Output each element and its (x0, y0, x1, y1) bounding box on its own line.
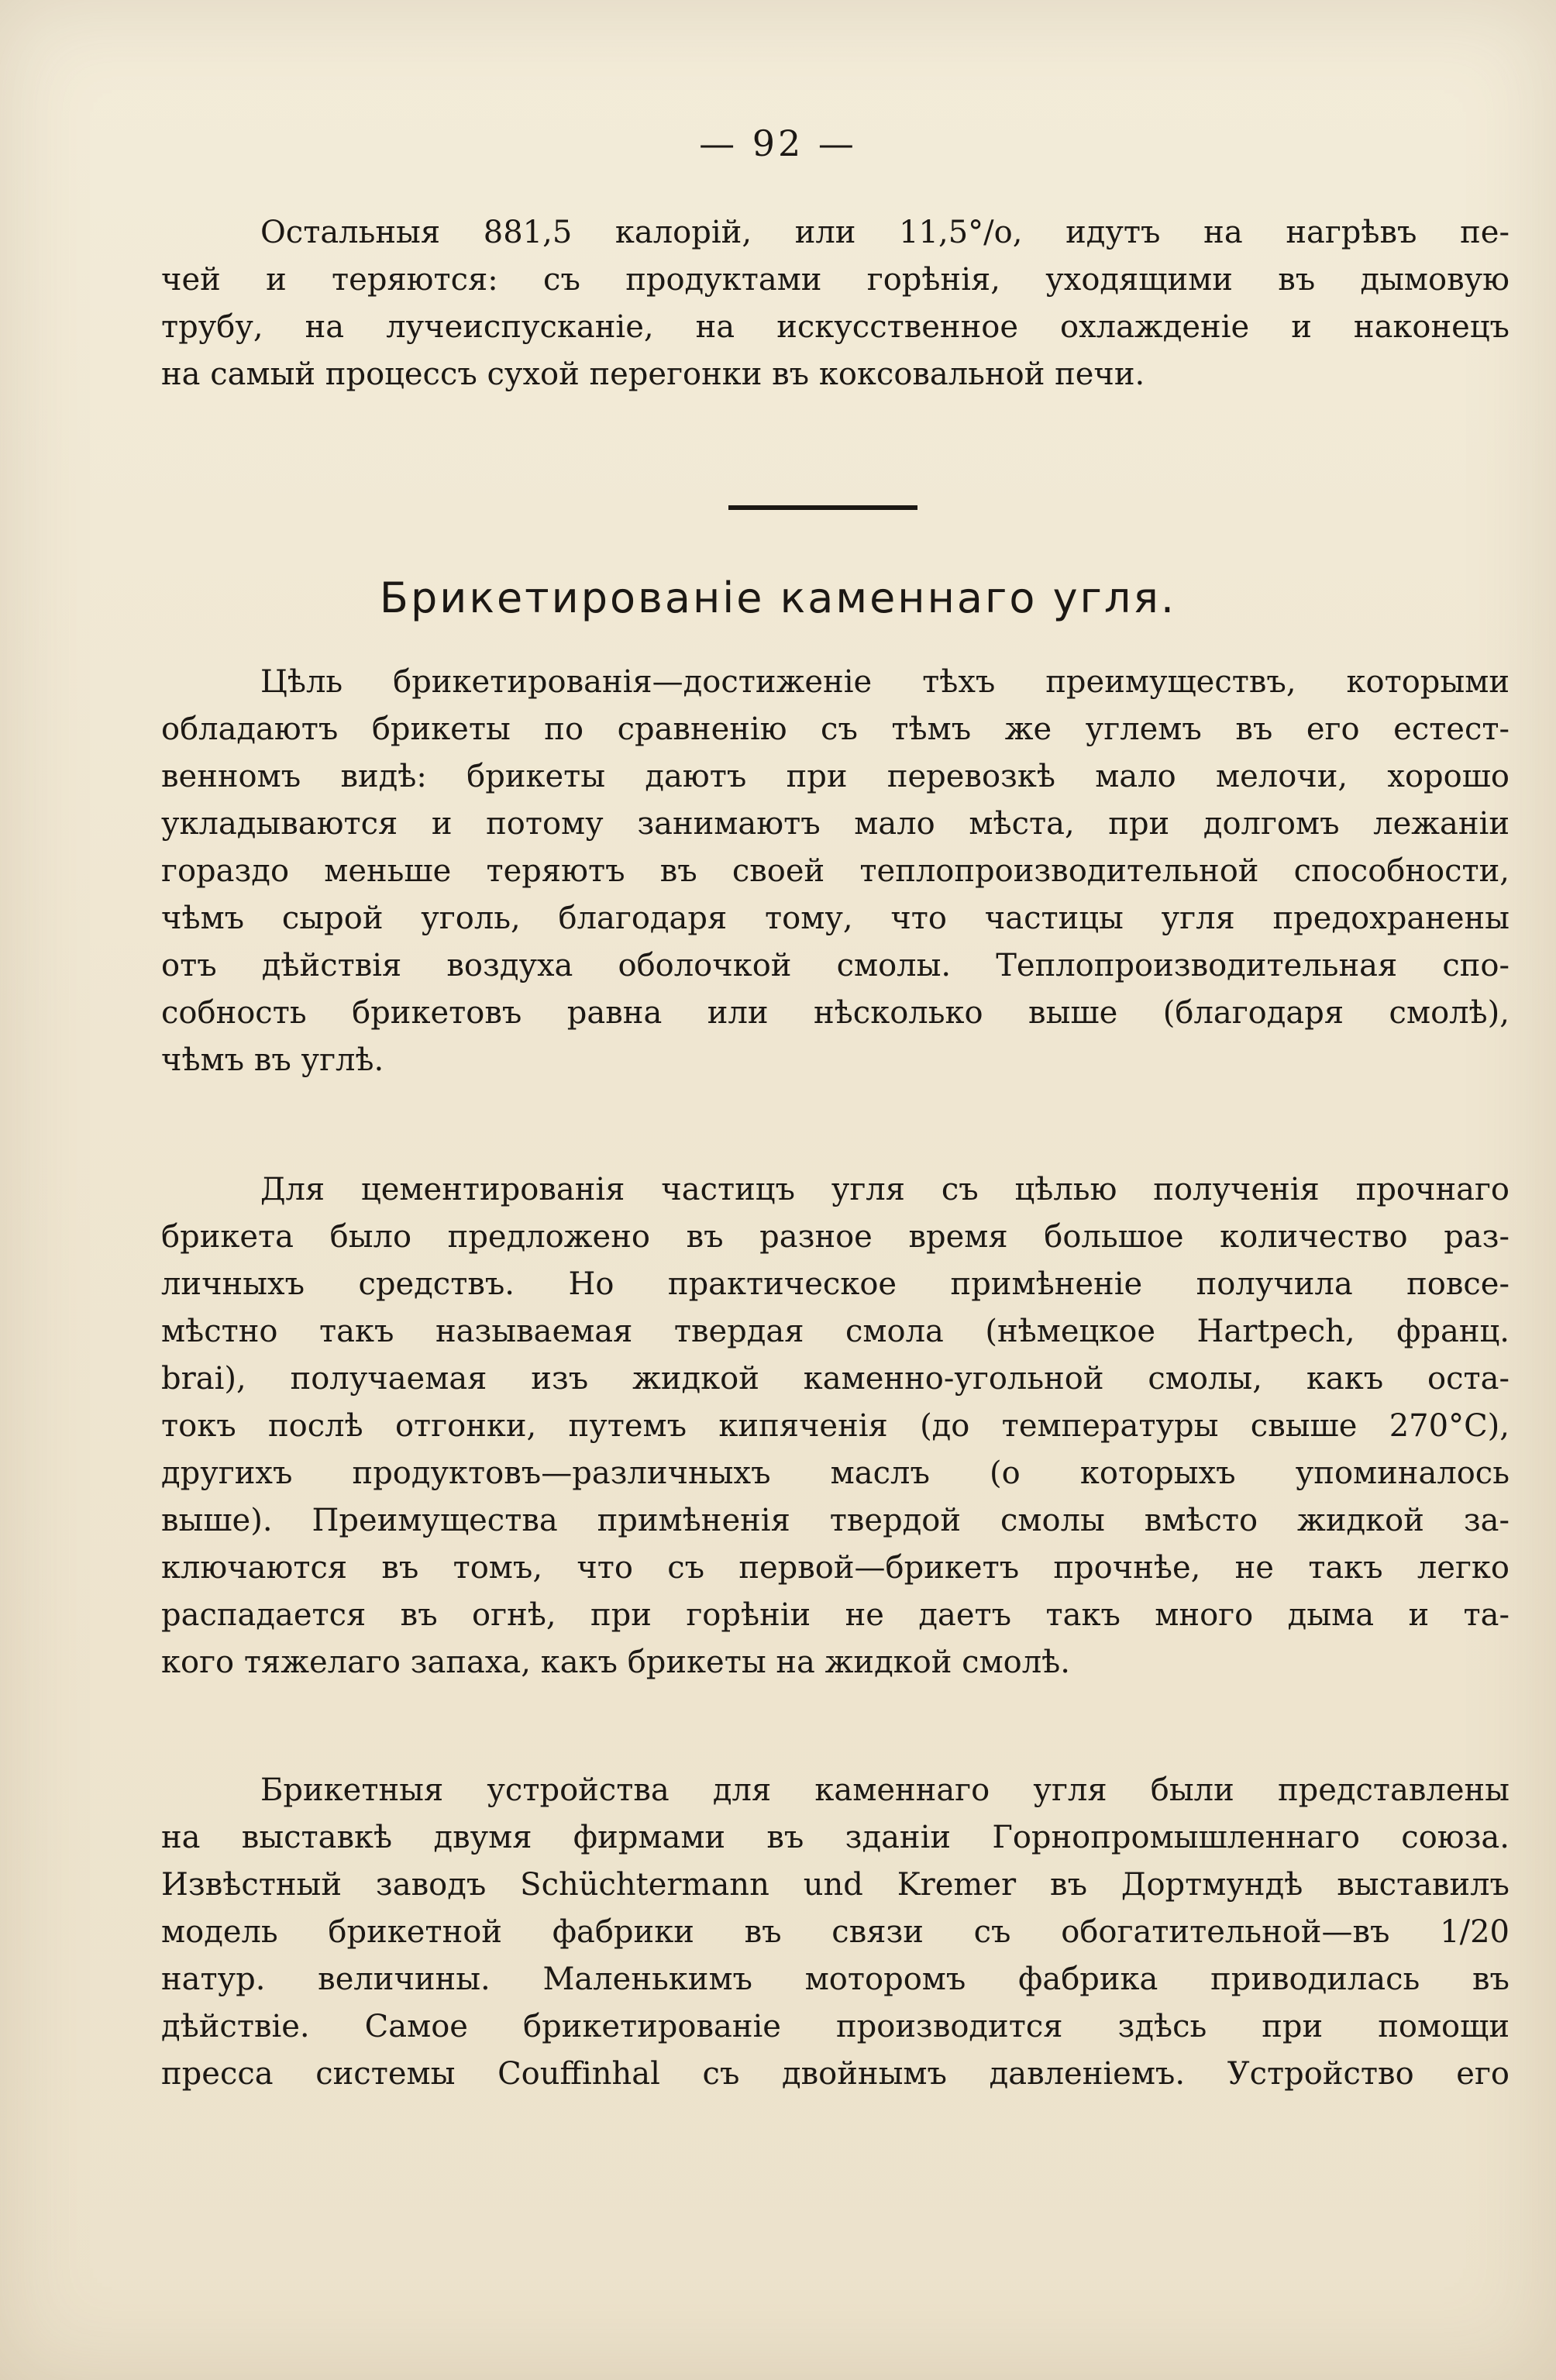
text-line: гораздо меньше теряютъ въ своей теплопроизводительной способности, (161, 853, 1510, 889)
text-line: модель брикетной фабрики въ связи съ обогатительной—въ 1/20 (161, 1914, 1510, 1950)
text-line: собность брикетовъ равна или нѣсколько выше (благодаря смолѣ), (161, 995, 1510, 1031)
text-line: выше). Преимущества примѣненія твердой смолы вмѣсто жидкой за- (161, 1503, 1510, 1538)
text-line: мѣстно такъ называемая твердая смола (нѣмецкое Hartpech, франц. (161, 1314, 1510, 1349)
paragraph-2 (161, 659, 1510, 1084)
text-line: на выставкѣ двумя фирмами въ зданіи Горнопромышленнаго союза. (161, 1820, 1510, 1855)
text-line: Брикетныя устройства для каменнаго угля были представлены (260, 1772, 1510, 1808)
text-line: ключаются въ томъ, что съ первой—брикетъ прочнѣе, не такъ легко (161, 1550, 1510, 1586)
text-line: чѣмъ сырой уголь, благодаря тому, что частицы угля предохранены (161, 901, 1510, 936)
text-line: пресса системы Couffinhal съ двойнымъ давленіемъ. Устройство его (161, 2056, 1510, 2092)
text-line: дѣйствіе. Самое брикетированіе производится здѣсь при помощи (161, 2009, 1510, 2044)
section-heading: Брикетированіе каменнаго угля. (379, 573, 1177, 622)
text-line: трубу, на лучеиспусканіе, на искусственное охлажденіе и наконецъ (161, 309, 1510, 345)
text-line: другихъ продуктовъ—различныхъ маслъ (о которыхъ упоминалось (161, 1455, 1510, 1491)
page-number: — 92 — (699, 122, 857, 164)
text-line: Цѣль брикетированія—достиженіе тѣхъ преимуществъ, которыми (260, 664, 1510, 700)
paragraph-text (161, 1166, 1510, 1686)
text-line: личныхъ средствъ. Но практическое примѣненіе получила повсе- (161, 1266, 1510, 1302)
text-line: на самый процессъ сухой перегонки въ коксовальной печи. (161, 356, 1145, 392)
text-line: Остальныя 881,5 калорій, или 11,5°/о, идутъ на нагрѣвъ пе- (260, 215, 1510, 250)
text-line: отъ дѣйствія воздуха оболочкой смолы. Теплопроизводительная спо- (161, 948, 1510, 983)
text-line: распадается въ огнѣ, при горѣніи не даетъ такъ много дыма и та- (161, 1597, 1510, 1633)
text-line: укладываются и потому занимаютъ мало мѣста, при долгомъ лежаніи (161, 806, 1510, 842)
paragraph-3 (161, 1166, 1510, 1686)
paragraph-text (161, 209, 1510, 398)
text-line: брикета было предложено въ разное время большое количество раз- (161, 1219, 1510, 1255)
text-line: кого тяжелаго запаха, какъ брикеты на жидкой смолѣ. (161, 1645, 1071, 1680)
paragraph-1 (161, 209, 1510, 398)
paragraph-text (161, 1767, 1510, 2098)
text-line: натур. величины. Маленькимъ моторомъ фабрика приводилась въ (161, 1962, 1510, 1997)
text-line: brai), получаемая изъ жидкой каменно-угольной смолы, какъ оста- (161, 1361, 1510, 1397)
text-line: чѣмъ въ углѣ. (161, 1042, 384, 1078)
text-line: обладаютъ брикеты по сравненію съ тѣмъ же углемъ въ его естест- (161, 711, 1510, 747)
section-divider (728, 505, 917, 510)
text-line: Для цементированія частицъ угля съ цѣлью полученія прочнаго (260, 1172, 1510, 1207)
text-line: чей и теряются: съ продуктами горѣнія, уходящими въ дымовую (161, 262, 1510, 298)
text-line: венномъ видѣ: брикеты даютъ при перевозкѣ мало мелочи, хорошо (161, 759, 1510, 794)
text-line: токъ послѣ отгонки, путемъ кипяченія (до температуры свыше 270°C), (161, 1408, 1510, 1444)
paragraph-text (161, 659, 1510, 1084)
paragraph-4 (161, 1767, 1510, 2098)
text-line: Извѣстный заводъ Schüchtermann und Kremer въ Дортмундѣ выставилъ (161, 1867, 1510, 1903)
